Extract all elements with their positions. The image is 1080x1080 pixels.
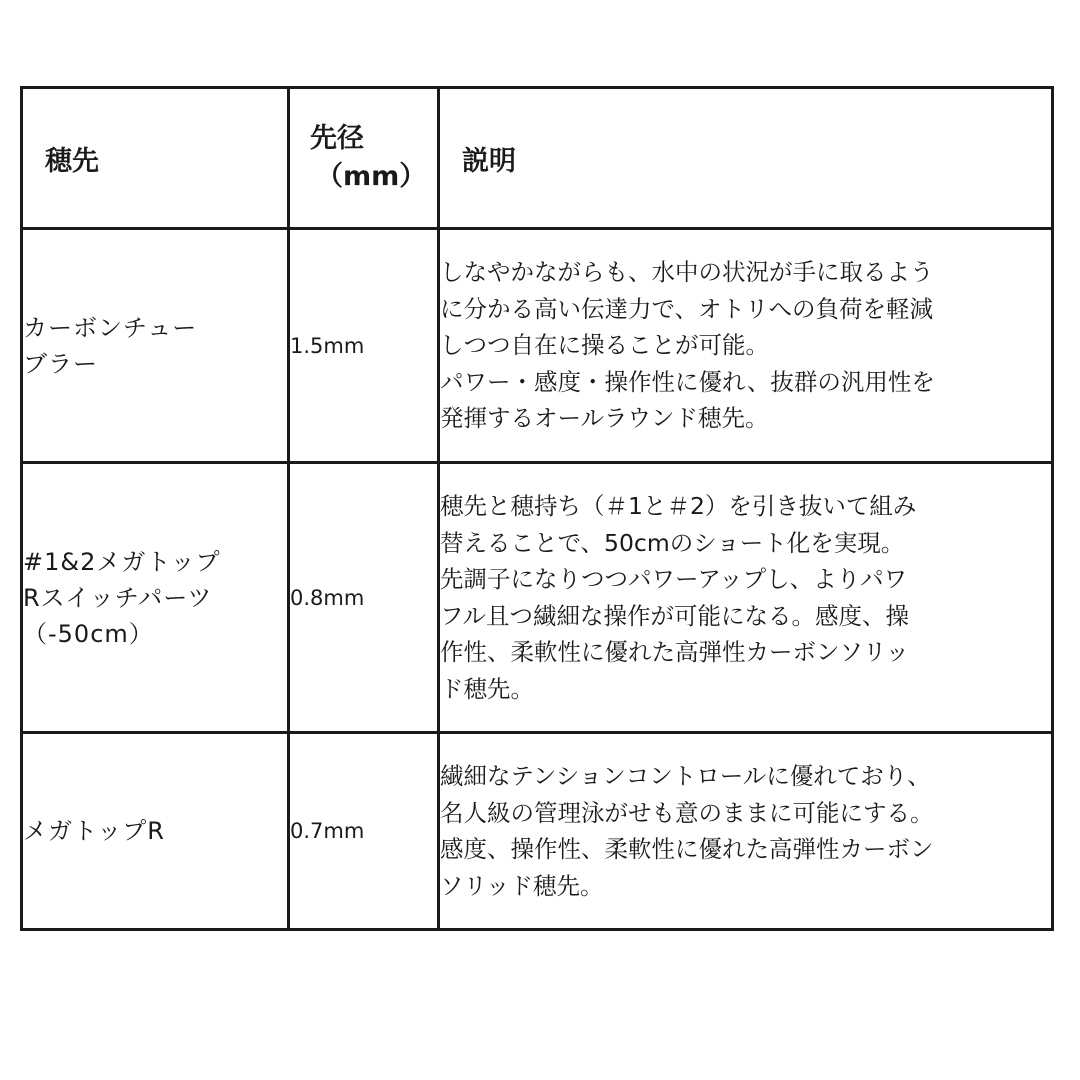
diameter-cell (289, 733, 439, 930)
description-line: フル且つ繊細な操作が可能になる。感度、操 (440, 601, 910, 630)
table-header-row (22, 88, 1053, 229)
description-cell (439, 463, 1053, 733)
diameter-value: 1.5mm (290, 333, 365, 358)
description-line: パワー・感度・操作性に優れ、抜群の汎用性を (440, 367, 935, 396)
description-line: 作性、柔軟性に優れた高弾性カーボンソリッ (440, 638, 910, 666)
tip-name-line: Rスイッチパーツ (23, 583, 213, 612)
description-line: 替えることで、50cmのショート化を実現。 (440, 528, 905, 557)
tip-name-cell (22, 733, 289, 930)
tip-name-line: ブラー (23, 349, 98, 378)
description-cell (439, 733, 1053, 930)
diameter-value: 0.8mm (290, 585, 365, 610)
tip-name-line: #1&2メガトップ (23, 547, 221, 576)
description-line: ソリッド穂先。 (440, 871, 604, 900)
header-description-label: 説明 (462, 145, 516, 177)
tip-name-line: メガトップR (23, 817, 165, 845)
diameter-cell (289, 463, 439, 733)
description-line: ド穂先。 (440, 674, 534, 703)
tip-name-cell (22, 463, 289, 733)
description-line: 発揮するオールラウンド穂先。 (440, 404, 769, 433)
diameter-value: 0.7mm (290, 819, 365, 843)
table-row (22, 229, 1053, 463)
header-diameter-label: 先径 (310, 123, 364, 154)
description-line: 名人級の管理泳がせも意のままに可能にする。 (440, 798, 934, 827)
tip-name-line: （-50cm） (23, 619, 154, 648)
description-line: 繊細なテンションコントロールに優れており、 (440, 762, 931, 790)
table-row (22, 463, 1053, 733)
description-line: 感度、操作性、柔軟性に優れた高弾性カーボン (440, 835, 934, 863)
header-diameter (289, 88, 439, 229)
header-diameter-unit: （mm） (316, 161, 427, 192)
description-line: 先調子になりつつパワーアップし、よりパワ (440, 565, 908, 593)
description-line: に分かる高い伝達力で、オトリへの負荷を軽減 (440, 294, 934, 323)
header-description (439, 88, 1053, 229)
description-line: 穂先と穂持ち（＃1と＃2）を引き抜いて組み (440, 492, 917, 520)
header-tip (22, 88, 289, 229)
diameter-cell (289, 229, 439, 463)
description-line: しなやかながらも、水中の状況が手に取るよう (440, 258, 934, 287)
tip-name-cell (22, 229, 289, 463)
description-line: しつつ自在に操ることが可能。 (440, 331, 769, 360)
table-row (22, 733, 1053, 930)
header-tip-label: 穂先 (45, 145, 99, 177)
rod-tip-spec-table (20, 86, 1054, 931)
tip-name-line: カーボンチュー (23, 313, 198, 342)
description-cell (439, 229, 1053, 463)
